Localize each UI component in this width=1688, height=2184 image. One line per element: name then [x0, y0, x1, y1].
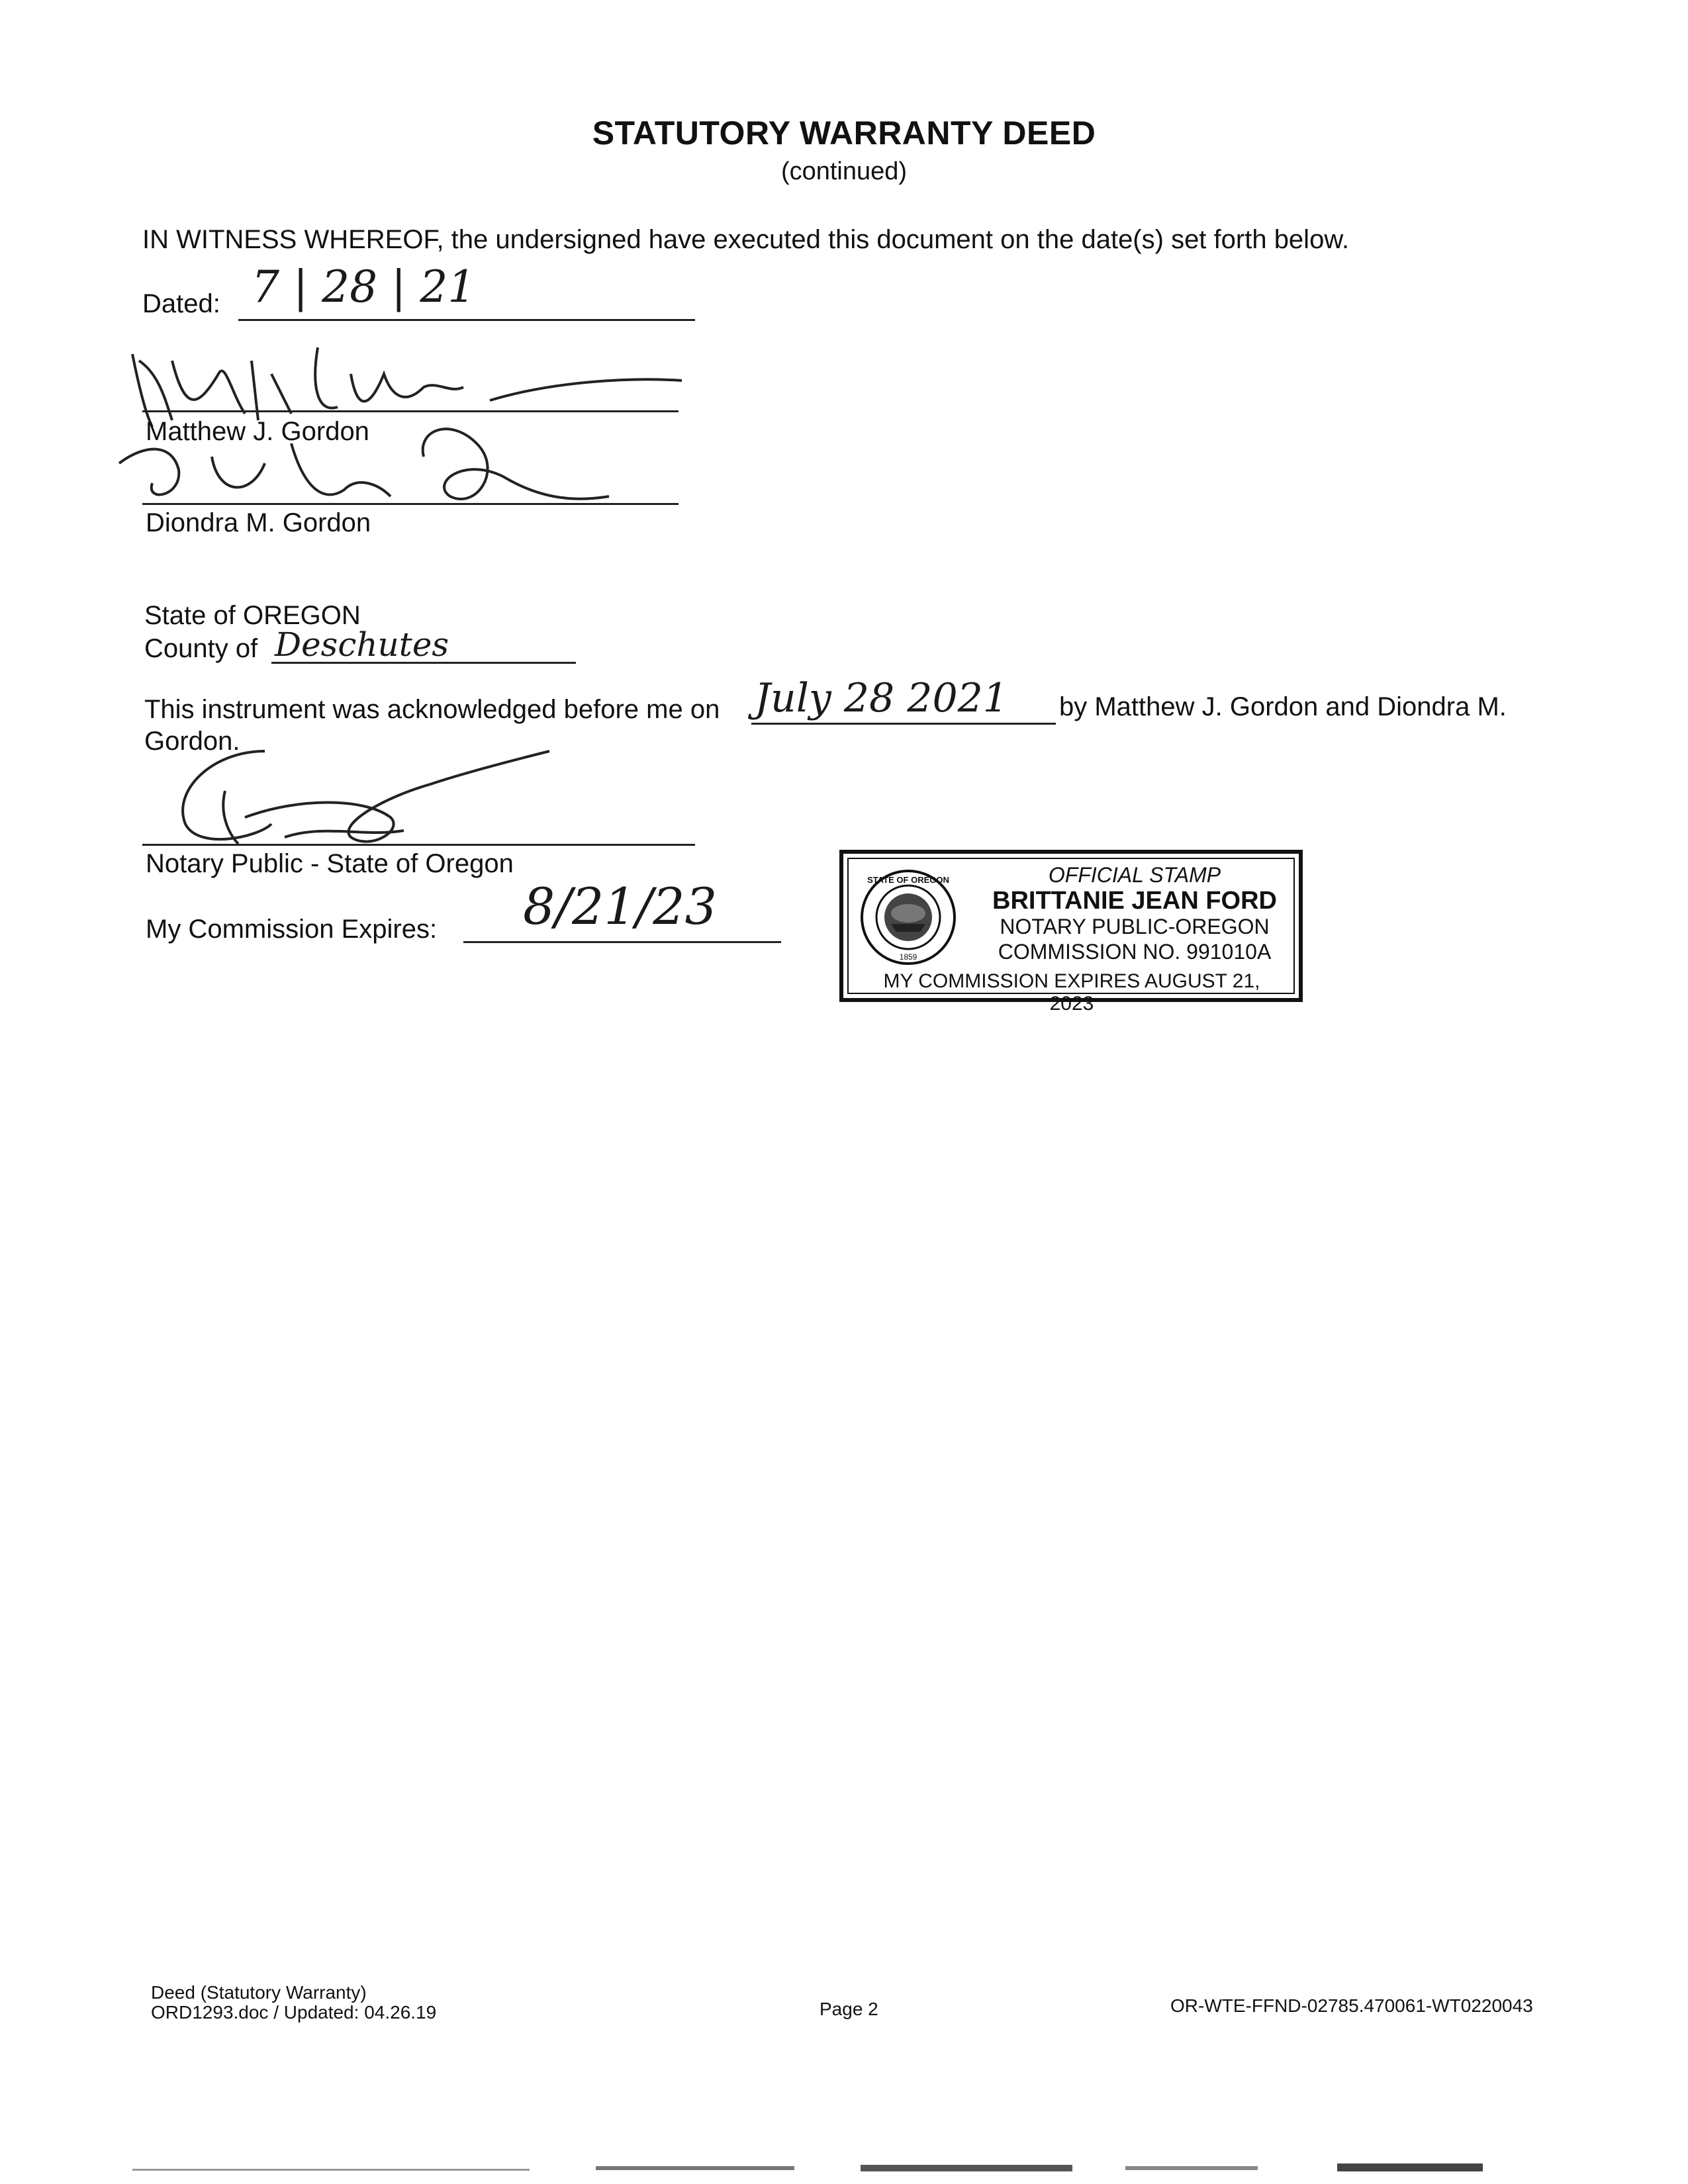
dated-handwritten-value: 7 | 28 | 21: [252, 261, 476, 312]
witness-statement: IN WITNESS WHEREOF, the undersigned have executed this document on the date(s) set forth below.: [142, 225, 1350, 254]
state-line: State of OREGON: [144, 601, 361, 630]
county-label: County of: [144, 634, 258, 663]
official-notary-stamp: [839, 850, 1303, 1015]
footer-form-file: ORD1293.doc / Updated: 04.26.19: [151, 2002, 437, 2023]
signer-name-2: Diondra M. Gordon: [146, 508, 371, 537]
signature-diondra-gordon: [106, 404, 635, 523]
ack-handwritten-date: July 28 2021: [755, 675, 1008, 721]
footer-reference-number: OR-WTE-FFND-02785.470061-WT0220043: [1170, 1995, 1533, 2016]
commission-label: My Commission Expires:: [146, 915, 438, 944]
stamp-commission-number: COMMISSION NO. 991010A: [998, 940, 1272, 964]
notary-signature-line: [142, 844, 695, 846]
dated-line: [238, 319, 695, 321]
stamp-heading: OFFICIAL STAMP: [1048, 863, 1221, 887]
seal-ring-text: STATE OF OREGON: [867, 875, 949, 885]
footer-form-name: Deed (Statutory Warranty): [151, 1982, 367, 2003]
document-title: STATUTORY WARRANTY DEED: [592, 114, 1096, 152]
stamp-expiration: MY COMMISSION EXPIRES AUGUST 21, 2023: [883, 970, 1260, 1015]
ack-text-before: This instrument was acknowledged before me on: [144, 695, 720, 724]
notary-label: Notary Public - State of Oregon: [146, 849, 514, 878]
commission-handwritten-value: 8/21/23: [523, 877, 717, 936]
county-handwritten-value: Deschutes: [275, 625, 449, 664]
seal-year: 1859: [899, 952, 917, 962]
commission-line: [463, 941, 781, 943]
ack-text-wrap: Gordon.: [144, 727, 240, 756]
scan-artifact-strip: [132, 2161, 1589, 2174]
ack-date-line: [751, 723, 1056, 725]
signer-name-1: Matthew J. Gordon: [146, 417, 369, 446]
dated-label: Dated:: [142, 289, 220, 318]
footer-page-number: Page 2: [820, 1999, 878, 2019]
ack-text-after: by Matthew J. Gordon and Diondra M.: [1059, 692, 1507, 721]
document-subtitle: (continued): [780, 158, 908, 185]
stamp-notary-title: NOTARY PUBLIC-OREGON: [1000, 915, 1270, 938]
stamp-notary-name: BRITTANIE JEAN FORD: [992, 887, 1277, 915]
signature-line-2: [142, 503, 679, 505]
oregon-state-seal-icon: [859, 868, 957, 966]
